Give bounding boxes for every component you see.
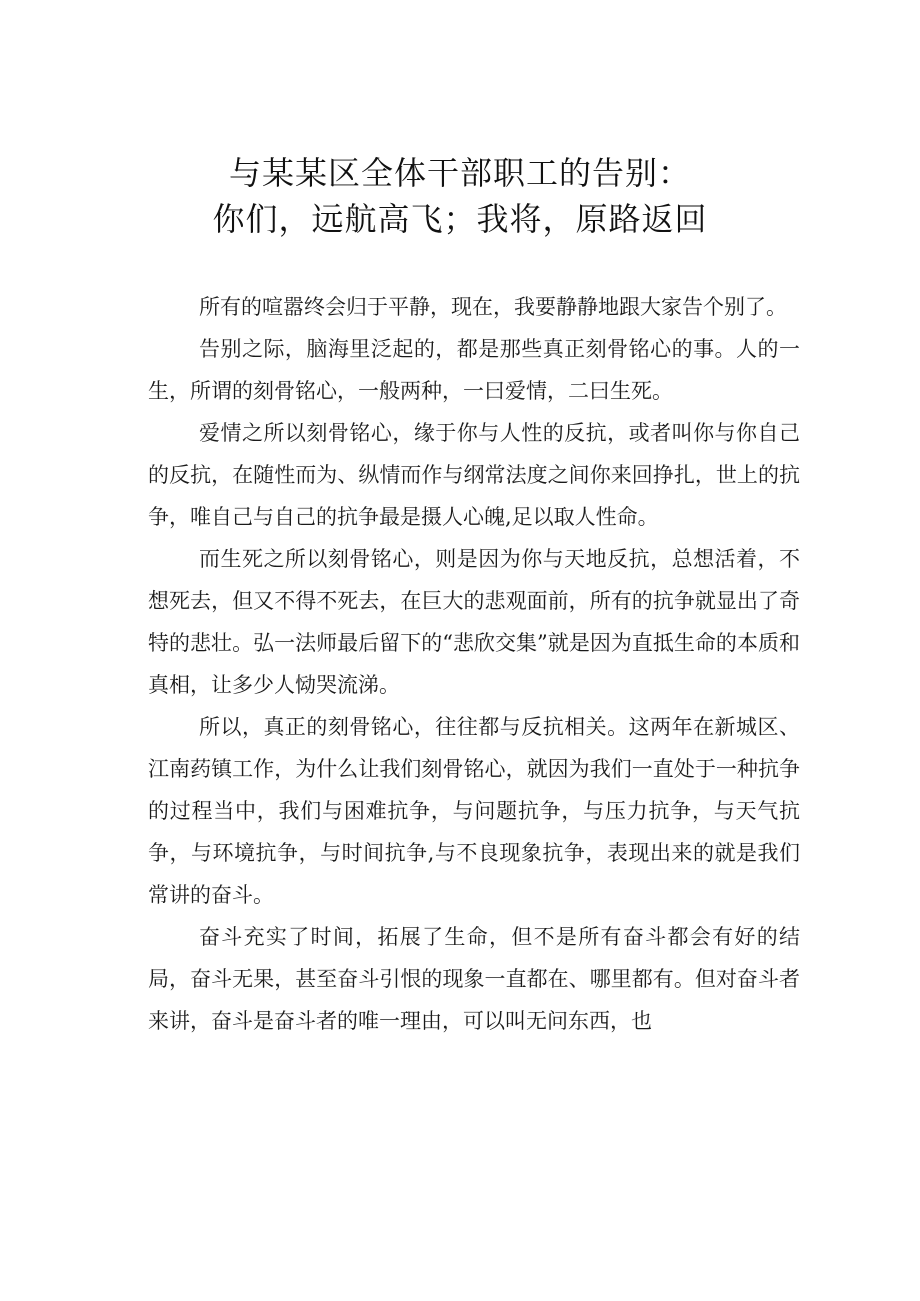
document-title <box>0 150 920 242</box>
paragraph-1: 所有的喧嚣终会归于平静，现在，我要静静地跟大家告个别了。 <box>199 295 787 319</box>
paragraph-4: 而生死之所以刻骨铭心，则是因为你与天地反抗，总想活着，不想死去，但又不得不死去，在巨大的悲观面前，所有的抗争就显出了奇特的悲壮。弘一法师最后留下的“悲欣交集”就是因为直抵生命的本质和真相，让多少人恸哭流涕。 <box>148 547 800 697</box>
title-line-1: 与某某区全体干部职工的告别： <box>228 154 691 192</box>
paragraph-6: 奋斗充实了时间，拓展了生命，但不是所有奋斗都会有好的结局，奋斗无果，甚至奋斗引恨的现象一直都在、哪里都有。但对奋斗者来讲，奋斗是奋斗者的唯一理由，可以叫无问东西，也 <box>148 925 800 1033</box>
paragraph-5: 所以，真正的刻骨铭心，往往都与反抗相关。这两年在新城区、江南药镇工作，为什么让我们刻骨铭心，就因为我们一直处于一种抗争的过程当中，我们与困难抗争，与问题抗争，与压力抗争，与天气抗争，与环境抗争，与时间抗争,与不良现象抗争，表现出来的就是我们常讲的奋斗。 <box>148 715 800 907</box>
document-body <box>148 286 800 1042</box>
paragraph-3: 爱情之所以刻骨铭心，缘于你与人性的反抗，或者叫你与你自己的反抗，在随性而为、纵情而作与纲常法度之间你来回挣扎，世上的抗争，唯自己与自己的抗争最是摄人心魄,足以取人性命。 <box>148 421 800 529</box>
paragraph-2: 告别之际，脑海里泛起的，都是那些真正刻骨铭心的事。人的一生，所谓的刻骨铭心，一般两种，一曰爱情，二曰生死。 <box>148 337 800 403</box>
title-line-2: 你们，远航高飞；我将，原路返回 <box>212 200 708 238</box>
